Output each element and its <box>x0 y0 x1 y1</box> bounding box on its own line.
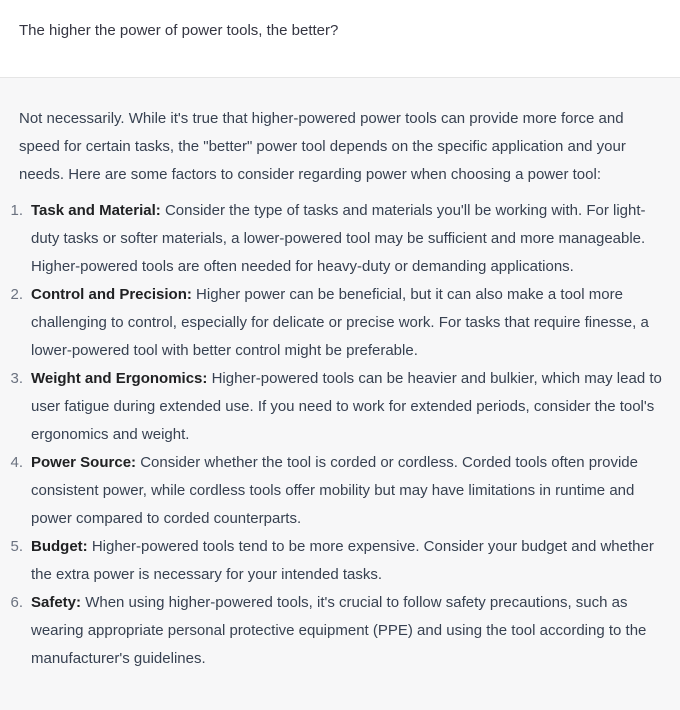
list-item <box>10 589 668 673</box>
list-item <box>10 197 668 281</box>
list-item-text: Consider the type of tasks and materials you'll be working with. For light-duty tasks or softer materials, a lower-powered tool may be sufficient and more manageable. Higher-powered tools are often needed for heavy-duty or demanding applications. <box>31 202 646 275</box>
list-item-number: 2. <box>10 286 23 303</box>
list-item-number: 1. <box>10 202 23 219</box>
list-item-term: Budget: <box>31 538 88 555</box>
list-item-number: 4. <box>10 454 23 471</box>
list-item-term: Control and Precision: <box>31 286 192 303</box>
list-item-term: Safety: <box>31 594 82 611</box>
assistant-intro: Not necessarily. While it's true that higher-powered power tools can provide more force and speed for certain tasks, the "better" power tool depends on the specific application and your needs. Here are some factors to consider regarding power when choosing a power tool: <box>19 110 626 183</box>
list-item-term: Weight and Ergonomics: <box>31 370 208 387</box>
user-message <box>0 0 680 78</box>
user-message-text: The higher the power of power tools, the better? <box>19 22 339 39</box>
list-item <box>10 449 668 533</box>
list-item <box>10 281 668 365</box>
list-item-number: 6. <box>10 594 23 611</box>
factors-list <box>10 197 668 673</box>
list-item-number: 3. <box>10 370 23 387</box>
assistant-message <box>0 78 680 710</box>
list-item-term: Power Source: <box>31 454 137 471</box>
list-item <box>10 365 668 449</box>
list-item-text: Higher-powered tools tend to be more expensive. Consider your budget and whether the extra power is necessary for your intended tasks. <box>31 538 654 583</box>
list-item-text: Higher power can be beneficial, but it can also make a tool more challenging to control, especially for delicate or precise work. For tasks that require finesse, a lower-powered tool with better control might be preferable. <box>31 286 649 359</box>
list-item-text: When using higher-powered tools, it's crucial to follow safety precautions, such as wearing appropriate personal protective equipment (PPE) and using the tool according to the manufacturer's guidelines. <box>31 594 647 667</box>
list-item-text: Higher-powered tools can be heavier and bulkier, which may lead to user fatigue during extended use. If you need to work for extended periods, consider the tool's ergonomics and weight. <box>31 370 662 443</box>
list-item-term: Task and Material: <box>31 202 161 219</box>
list-item-text: Consider whether the tool is corded or cordless. Corded tools often provide consistent power, while cordless tools offer mobility but may have limitations in runtime and power compared to corded counterparts. <box>31 454 638 527</box>
list-item-number: 5. <box>10 538 23 555</box>
list-item <box>10 533 668 589</box>
